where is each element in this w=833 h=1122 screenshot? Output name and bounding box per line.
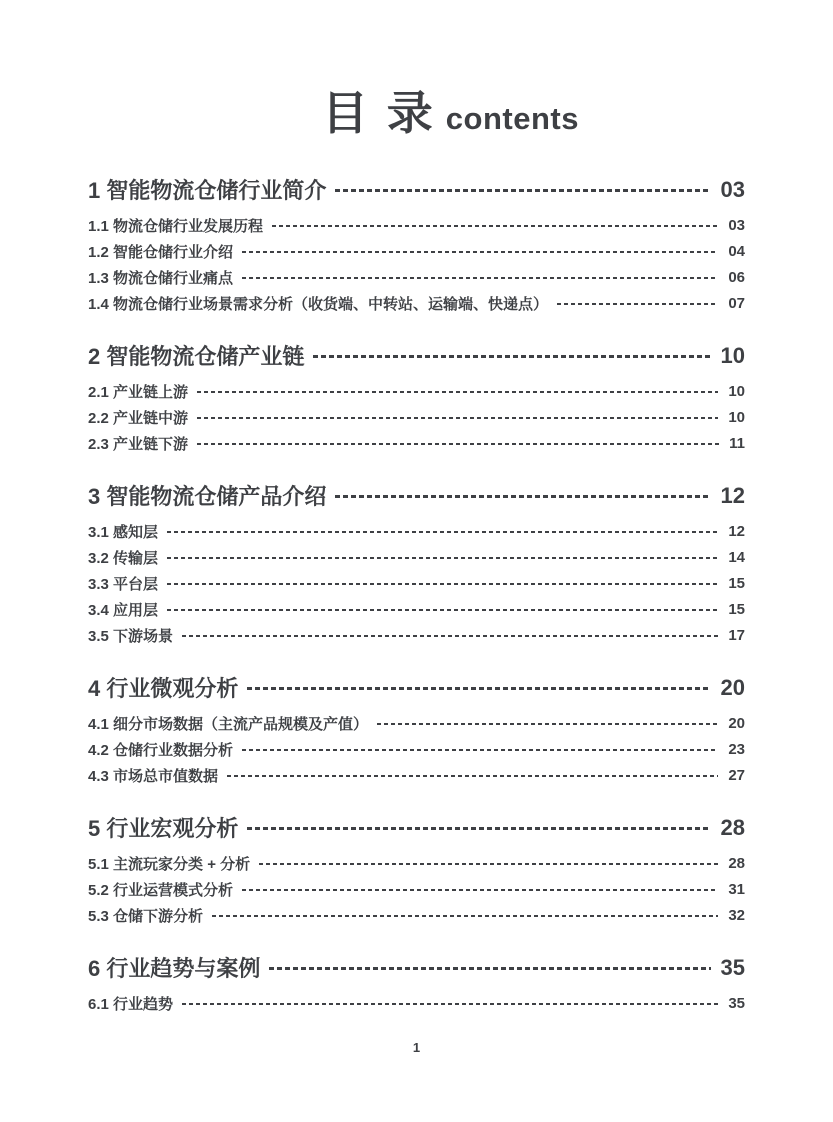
toc-entry-label: 5.2 行业运营模式分析 (88, 882, 234, 900)
dash-leader (182, 635, 718, 637)
toc-section (88, 671, 745, 789)
toc-entry-label: 1.1 物流仓储行业发展历程 (88, 218, 264, 236)
toc-section-heading[interactable] (88, 671, 745, 705)
toc-entry-label: 3.2 传输层 (88, 550, 159, 568)
toc-entry-label: 2.1 产业链上游 (88, 384, 189, 402)
toc-sub-entry[interactable] (88, 597, 745, 623)
toc-entry-page: 20 (728, 715, 745, 733)
title-en: contents (445, 101, 579, 136)
page-footer (0, 1040, 833, 1055)
toc-sub-entry[interactable] (88, 571, 745, 597)
dash-leader (335, 189, 710, 192)
toc-entry-page: 35 (728, 995, 745, 1013)
toc-entry-label: 2.2 产业链中游 (88, 410, 189, 428)
dash-leader (242, 277, 718, 279)
toc-section-heading[interactable] (88, 339, 745, 373)
toc-sub-entry[interactable] (88, 405, 745, 431)
toc-section-heading[interactable] (88, 811, 745, 845)
toc-entry-page: 28 (728, 855, 745, 873)
toc-entry-label: 6.1 行业趋势 (88, 996, 174, 1014)
dash-leader (167, 557, 718, 559)
toc-entry-label: 1.2 智能仓储行业介绍 (88, 244, 234, 262)
toc-sub-entry[interactable] (88, 737, 745, 763)
toc-entry-page: 35 (720, 954, 745, 980)
toc-section-heading[interactable] (88, 173, 745, 207)
dash-leader (242, 749, 718, 751)
toc-entry-label: 3.1 感知层 (88, 524, 159, 542)
toc-entry-page: 03 (720, 176, 745, 202)
toc-sub-entry[interactable] (88, 903, 745, 929)
toc-entry-label: 3.3 平台层 (88, 576, 159, 594)
dash-leader (197, 443, 719, 445)
dash-leader (313, 355, 710, 358)
toc-sub-entry[interactable] (88, 379, 745, 405)
toc-entry-page: 12 (728, 523, 745, 541)
toc-entry-page: 17 (728, 627, 745, 645)
toc-section (88, 173, 745, 317)
dash-leader (167, 609, 718, 611)
toc-entry-label: 2.3 产业链下游 (88, 436, 189, 454)
page-title (122, 88, 779, 139)
dash-leader (242, 889, 718, 891)
toc-section-heading[interactable] (88, 479, 745, 513)
page-number: 1 (412, 1040, 421, 1055)
toc-entry-page: 07 (728, 295, 745, 313)
toc-sub-entry[interactable] (88, 265, 745, 291)
toc-entry-page: 10 (720, 342, 745, 368)
toc-entry-page: 03 (728, 217, 745, 235)
toc-entry-page: 12 (720, 482, 745, 508)
toc-entry-page: 10 (728, 383, 745, 401)
toc-sub-entry[interactable] (88, 763, 745, 789)
toc-sub-entry[interactable] (88, 431, 745, 457)
toc-sub-entry[interactable] (88, 291, 745, 317)
dash-leader (247, 827, 710, 830)
toc-entry-page: 04 (728, 243, 745, 261)
toc-entry-page: 23 (728, 741, 745, 759)
dash-leader (335, 495, 710, 498)
toc-entry-label: 5.1 主流玩家分类 + 分析 (88, 856, 251, 874)
toc-entry-label: 6 行业趋势与案例 (88, 956, 261, 982)
toc-entry-page: 11 (729, 435, 745, 453)
toc-entry-page: 10 (728, 409, 745, 427)
toc-entry-page: 20 (720, 674, 745, 700)
title-zh: 目 录 (322, 87, 436, 139)
dash-leader (247, 687, 710, 690)
toc-entry-page: 27 (728, 767, 745, 785)
toc-section (88, 811, 745, 929)
toc-sub-entry[interactable] (88, 991, 745, 1017)
toc-sub-entry[interactable] (88, 213, 745, 239)
toc-entry-label: 1.3 物流仓储行业痛点 (88, 270, 234, 288)
toc-entry-label: 3.4 应用层 (88, 602, 159, 620)
toc-section (88, 479, 745, 649)
dash-leader (167, 531, 718, 533)
toc-sub-entry[interactable] (88, 877, 745, 903)
toc-entry-page: 15 (728, 575, 745, 593)
toc-entry-label: 4.3 市场总市值数据 (88, 768, 219, 786)
dash-leader (557, 303, 718, 305)
toc-entry-label: 4.2 仓储行业数据分析 (88, 742, 234, 760)
dash-leader (197, 417, 718, 419)
dash-leader (167, 583, 718, 585)
dash-leader (269, 967, 710, 970)
toc-entry-label: 2 智能物流仓储产业链 (88, 344, 305, 370)
toc-sub-entry[interactable] (88, 711, 745, 737)
toc-entry-label: 4.1 细分市场数据（主流产品规模及产值） (88, 716, 369, 734)
dash-leader (212, 915, 718, 917)
toc-sub-entry[interactable] (88, 519, 745, 545)
toc-entry-page: 06 (728, 269, 745, 287)
dash-leader (242, 251, 718, 253)
toc-list (88, 173, 745, 1017)
toc-sub-entry[interactable] (88, 239, 745, 265)
toc-entry-label: 5.3 仓储下游分析 (88, 908, 204, 926)
toc-sub-entry[interactable] (88, 851, 745, 877)
toc-entry-label: 3 智能物流仓储产品介绍 (88, 484, 327, 510)
toc-sub-entry[interactable] (88, 545, 745, 571)
toc-entry-label: 3.5 下游场景 (88, 628, 174, 646)
dash-leader (227, 775, 718, 777)
toc-entry-label: 1.4 物流仓储行业场景需求分析（收货端、中转站、运输端、快递点） (88, 296, 549, 314)
toc-entry-page: 31 (728, 881, 745, 899)
toc-entry-label: 4 行业微观分析 (88, 676, 239, 702)
toc-entry-page: 28 (720, 814, 745, 840)
toc-entry-label: 1 智能物流仓储行业简介 (88, 178, 327, 204)
toc-entry-label: 5 行业宏观分析 (88, 816, 239, 842)
toc-entry-page: 32 (728, 907, 745, 925)
toc-entry-page: 14 (728, 549, 745, 567)
dash-leader (377, 723, 718, 725)
dash-leader (182, 1003, 718, 1005)
dash-leader (259, 863, 718, 865)
dash-leader (197, 391, 718, 393)
toc-section (88, 339, 745, 457)
toc-section-heading[interactable] (88, 951, 745, 985)
toc-entry-page: 15 (728, 601, 745, 619)
toc-section (88, 951, 745, 1017)
dash-leader (272, 225, 718, 227)
toc-sub-entry[interactable] (88, 623, 745, 649)
